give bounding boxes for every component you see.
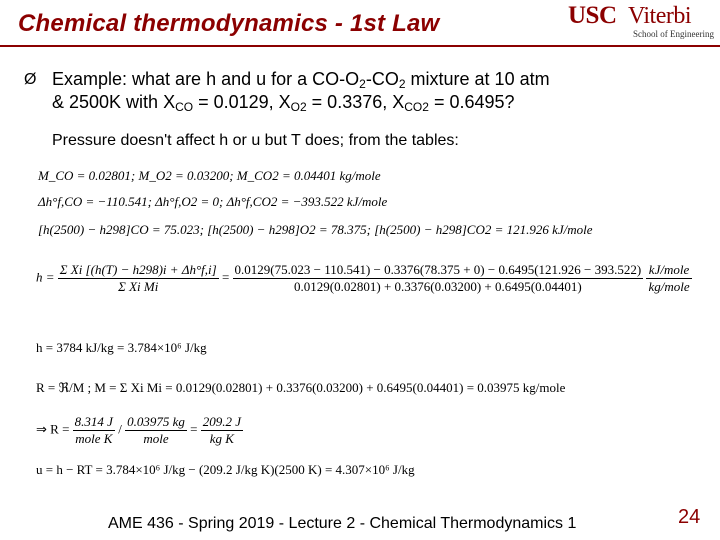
pressure-note: Pressure doesn't affect h or u but T does; from the tables: xyxy=(52,132,459,149)
h-general-denominator: Σ Xi Mi xyxy=(118,279,159,294)
h-values-denominator: 0.0129(0.02801) + 0.3376(0.03200) + 0.6495(0.04401) xyxy=(294,279,582,294)
h-values-numerator: 0.0129(75.023 − 110.541) − 0.3376(78.375 + 0) − 0.6495(121.926 − 393.522) xyxy=(234,262,642,277)
eq-h-definition: h = $\frac{\text{Σ Xi [(h(T) − h298)i + Δh°f,i]}}{\text{Σ Xi Mi}}$ = 0.0129(75.023 − 110.541) − 0.3376(78.375 + 0) − 0.6495(121.926 − 393.522) 0.0129(0.02801) + 0.3376(0.03200) + 0.6495(0.04401) $\frac{\text{kJ/mole}}{\text{kg/mole}}$ xyxy=(36,262,690,294)
eq-gas-constant: R = ℜ/M ; M = Σ Xi Mi = 0.0129(0.02801) + 0.3376(0.03200) + 0.6495(0.04401) = 0.03975 kg/mole xyxy=(36,380,566,395)
eq-molar-masses: M_CO = 0.02801; M_O2 = 0.03200; M_CO2 = 0.04401 kg/mole xyxy=(38,168,381,183)
h-units-fraction xyxy=(646,262,691,295)
R-value-lhs: ⇒ R = xyxy=(36,421,70,437)
h-lhs: h = xyxy=(36,269,55,285)
eq-formation-enthalpies: Δh°f,CO = −110.541; Δh°f,O2 = 0; Δh°f,CO2 = −393.522 kJ/mole xyxy=(38,194,388,209)
eq-R-value: ⇒ R = $\frac{8.314 J}{\text{mole K}}$ / $\frac{0.03975 kg}{\text{mole}}$ = $\frac{209.2 J}{\text{kg K}}$ xyxy=(36,414,241,446)
eq-sensible-enthalpies: [h(2500) − h298]CO = 75.023; [h(2500) − h298]O2 = 78.375; [h(2500) − h298]CO2 = 121.926 kJ/mole xyxy=(38,222,593,237)
slide-title: Chemical thermodynamics - 1st Law xyxy=(18,10,440,37)
bullet-line-2: & 2500K with $X_{CO} = 0.0129$, $X_{O2} = 0.3376$, $X_{CO2} = 0.6495$? xyxy=(52,92,515,114)
h-units-numerator: kJ/mole xyxy=(646,262,691,279)
logo-usc: USC xyxy=(568,2,617,29)
logo-viterbi: Viterbi xyxy=(628,3,692,29)
eq-h-result: h = 3784 kJ/kg = 3.784×10⁶ J/kg xyxy=(36,340,207,355)
slide-footer: AME 436 - Spring 2019 - Lecture 2 - Chemical Thermodynamics 1 xyxy=(108,515,577,532)
h-units-denominator: kg/mole xyxy=(648,279,690,294)
R-fraction-2: $\frac{0.03975 kg}{\text{mole}}$ xyxy=(127,414,185,446)
R-fraction-1: $\frac{8.314 J}{\text{mole K}}$ xyxy=(74,414,113,446)
bullet-arrow-icon: Ø xyxy=(24,71,37,88)
eq-u-result: u = h − RT = 3.784×10⁶ J/kg − (209.2 J/kg K)(2500 K) = 4.307×10⁶ J/kg xyxy=(36,462,415,477)
h-values-fraction xyxy=(233,262,644,295)
logo-school: School of Engineering xyxy=(633,29,714,39)
page-number: 24 xyxy=(678,506,701,528)
usc-viterbi-logo xyxy=(568,2,716,42)
h-general-fraction xyxy=(58,262,219,295)
R-fraction-3: $\frac{209.2 J}{\text{kg K}}$ xyxy=(202,414,241,446)
title-rule xyxy=(0,45,720,47)
h-general-numerator: Σ Xi [(h(T) − h298)i + Δh°f,i] xyxy=(59,262,217,277)
bullet-line-1: Example: what are h and u for a $CO-O_2-CO_2$ mixture at 10 atm xyxy=(52,69,550,91)
